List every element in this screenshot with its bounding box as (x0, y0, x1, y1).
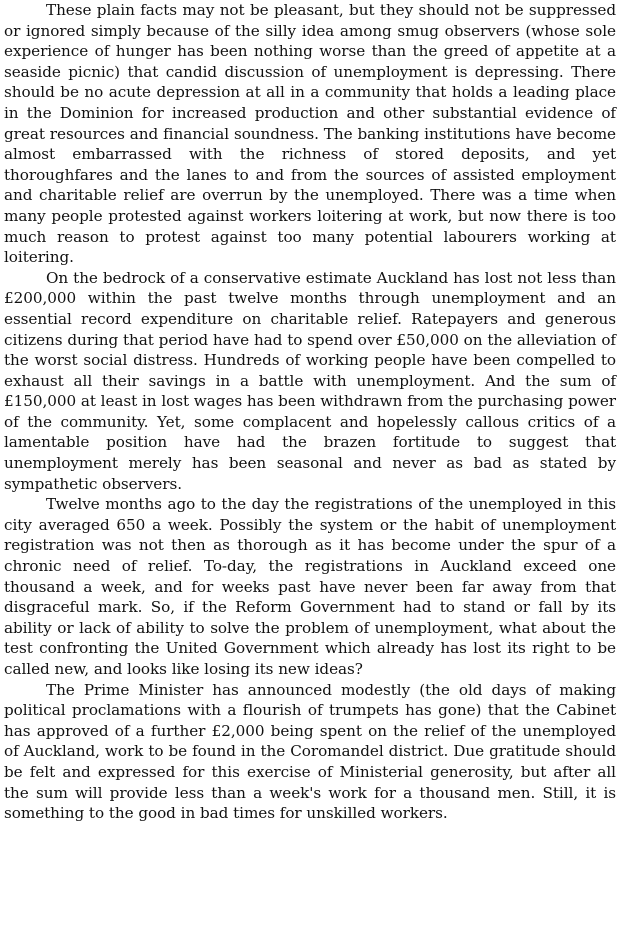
article-paragraph-1: These plain facts may not be pleasant, but they should not be suppressed or ignored simply because of the silly idea among smug observers (whose sole experience of hunger has been nothing worse than the greed of appetite at a seaside picnic) that candid discussion of unemployment is depressing. There should be no acute depression at all in a community that holds a leading place in the Dominion for increased production and other substantial evidence of great resources and financial soundness. The banking institutions have become almost embarrassed with the richness of stored deposits, and yet thoroughfares and the lanes to and from the sources of assisted employment and charitable relief are overrun by the unemployed. There was a time when many people protested against workers loitering at work, but now there is too much reason to protest against too many potential labourers working at loitering. (4, 1, 616, 267)
article-paragraph-3: Twelve months ago to the day the registrations of the unemployed in this city averaged 650 a week. Possibly the system or the habit of unemployment registration was not then as thorough as it has become under the spur of a chronic need of relief. To-day, the registrations in Auckland exceed one thousand a week, and for weeks past have never been far away from that disgraceful mark. So, if the Reform Government had to stand or fall by its ability or lack of ability to solve the problem of unemployment, what about the test confronting the United Government which already has lost its right to be called new, and looks like losing its new ideas? (4, 495, 616, 678)
article-paragraph-2: On the bedrock of a conservative estimate Auckland has lost not less than £200,000 within the past twelve months through unemployment and an essential record expenditure on charitable relief. Ratepayers and generous citizens during that period have had to spend over £50,000 on the alleviation of the worst social distress. Hundreds of working people have been compelled to exhaust all their savings in a battle with unemployment. And the sum of £150,000 at least in lost wages has been withdrawn from the purchasing power of the community. Yet, some complacent and hopelessly callous critics of a lamentable position have had the brazen fortitude to suggest that unemployment merely has been seasonal and never as bad as stated by sympathetic observers. (4, 268, 616, 493)
article-body (4, 0, 616, 824)
article-paragraph-4: The Prime Minister has announced modestly (the old days of making political proclamations with a flourish of trumpets has gone) that the Cabinet has approved of a further £2,000 being spent on the relief of the unemployed of Auckland, work to be found in the Coromandel district. Due gratitude should be felt and expressed for this exercise of Ministerial generosity, but after all the sum will provide less than a week's work for a thousand men. Still, it is something to the good in bad times for unskilled workers. (4, 680, 616, 823)
